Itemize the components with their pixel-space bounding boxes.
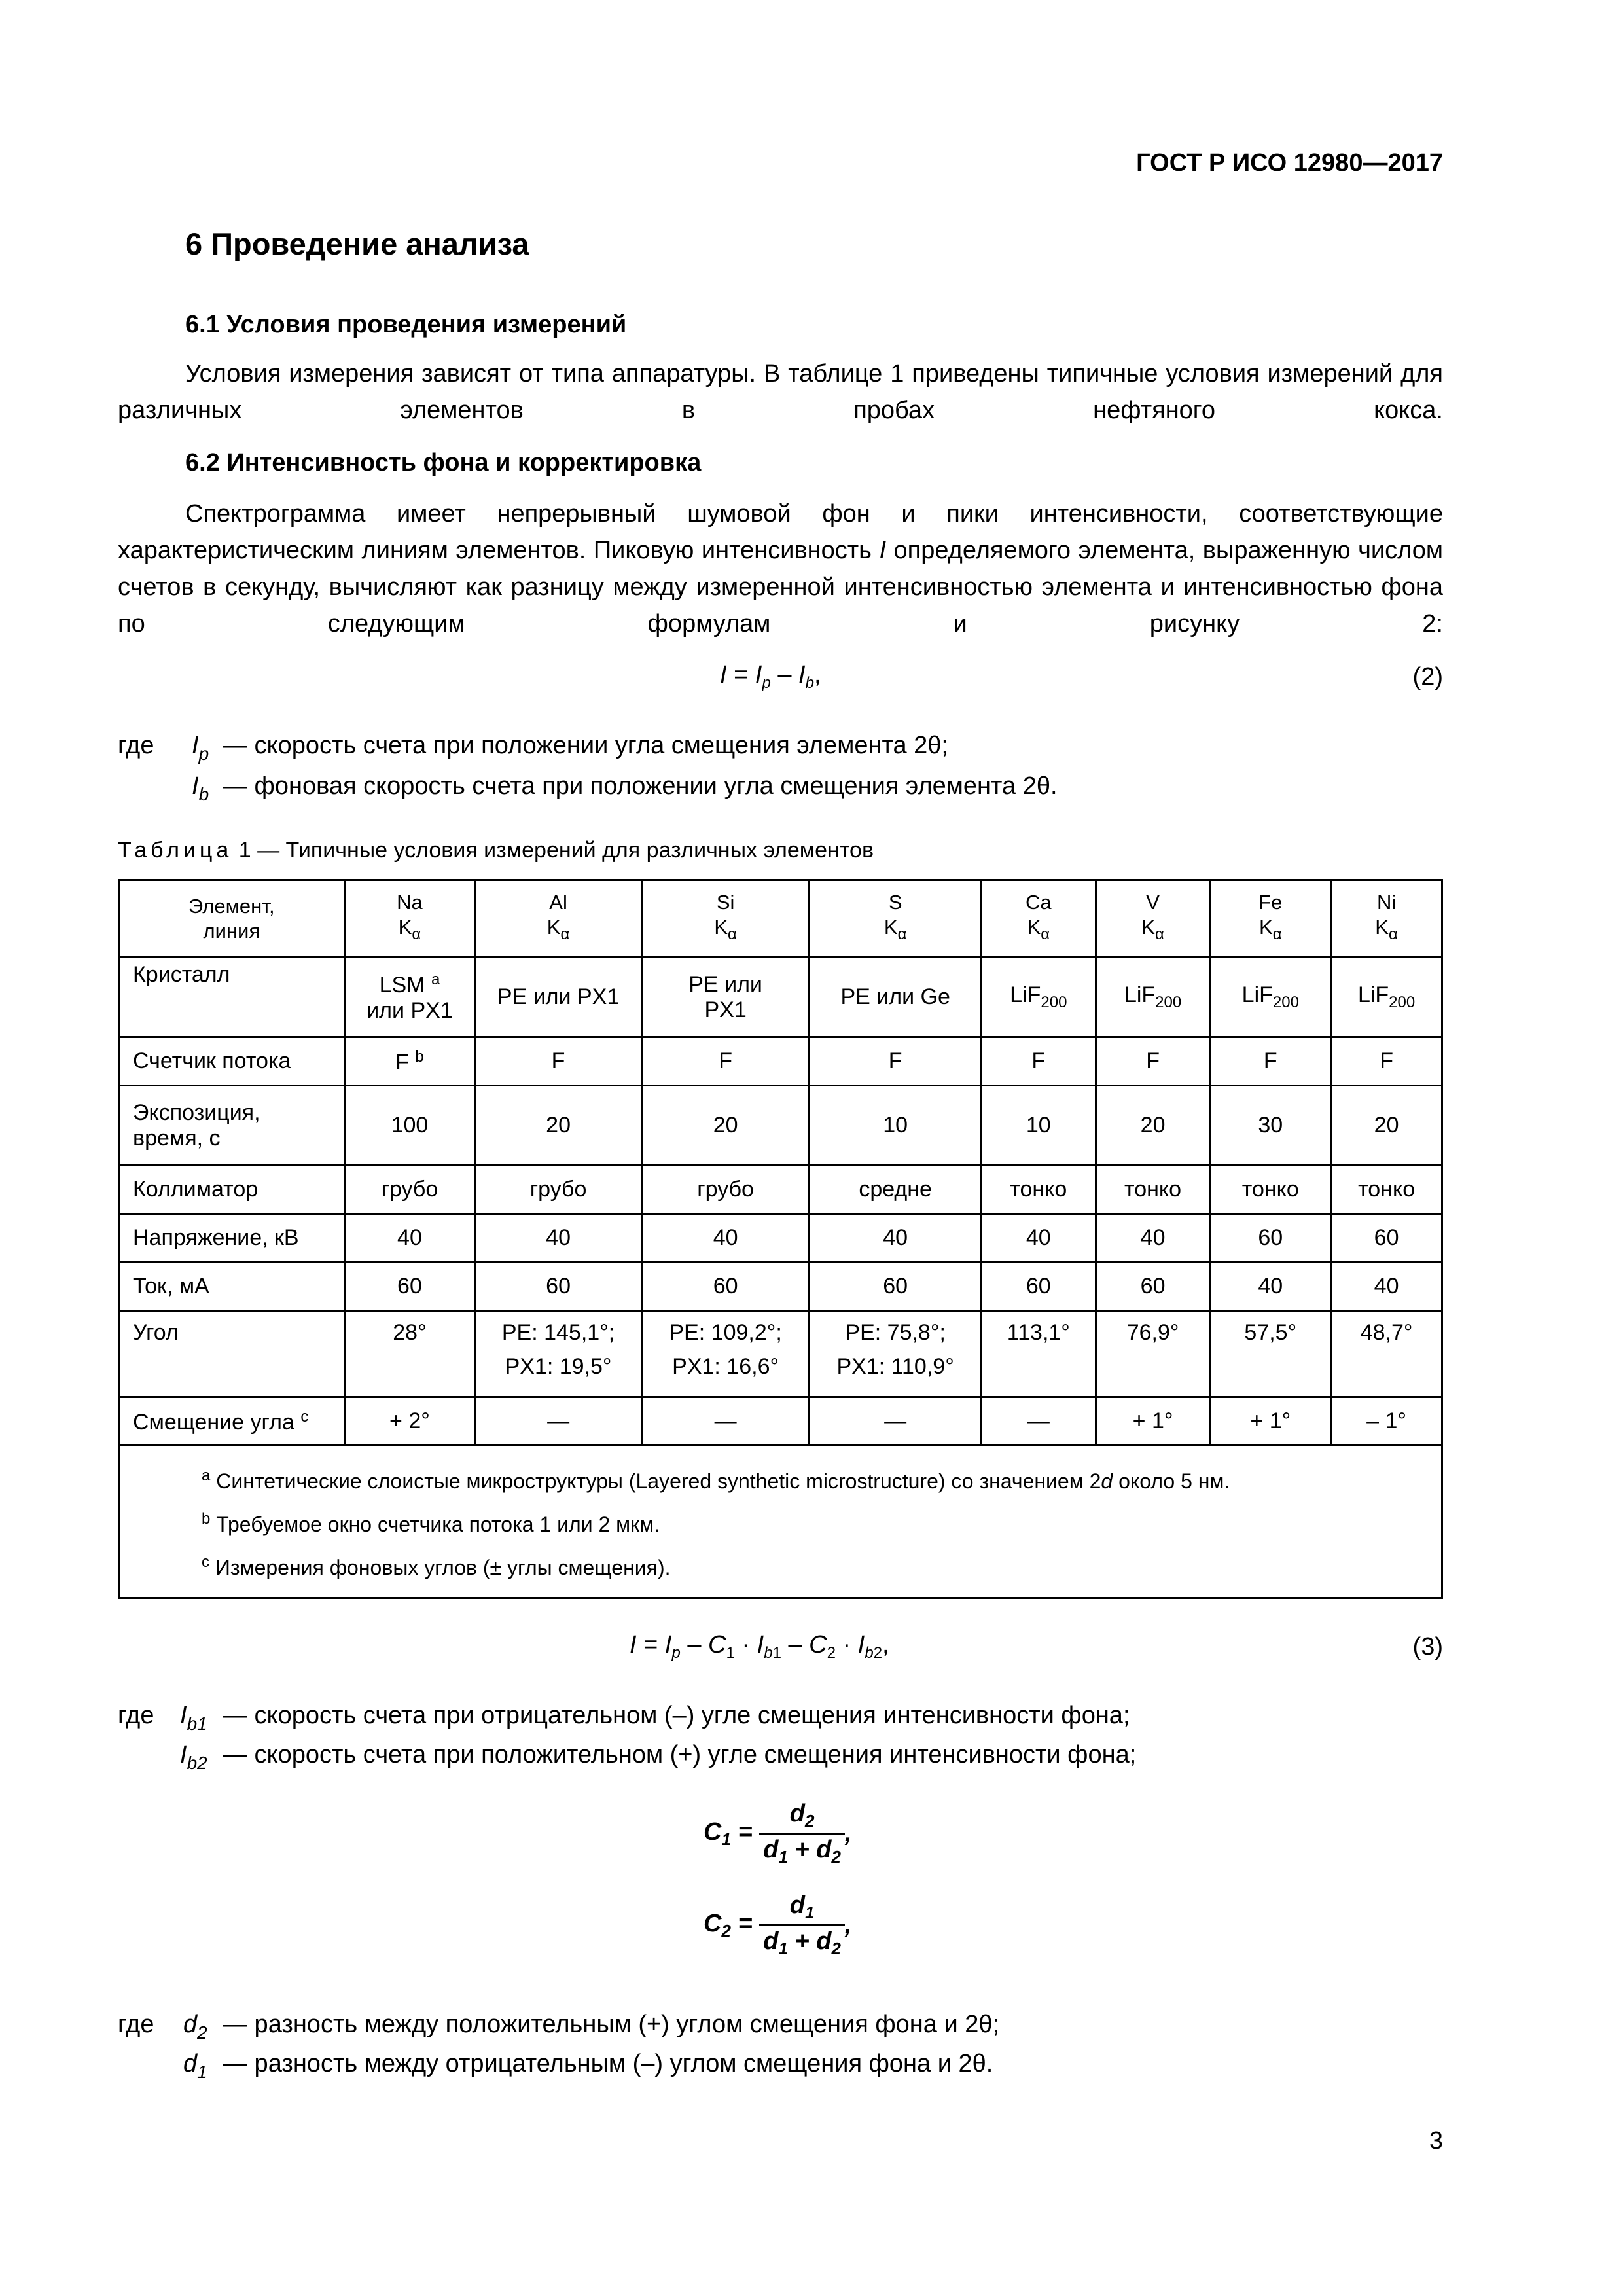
table-cell: 20 — [475, 1086, 642, 1166]
table-cell: грубо — [641, 1166, 810, 1214]
table-cell: 30 — [1210, 1086, 1331, 1166]
table-cell: 40 — [1331, 1263, 1442, 1311]
table-cell: — — [641, 1397, 810, 1446]
table-note-a: $^a$ Синтетические слоистые микроструктуры (Layered synthetic microstructure) со значением 2d около 5 нм. — [202, 1467, 1230, 1493]
intensity-symbol: I — [879, 537, 887, 564]
table-cell: PE или PX1 — [641, 958, 810, 1037]
table-row-collimator — [119, 1166, 1442, 1214]
table-cell: 20 — [1096, 1086, 1210, 1166]
table-cell: F — [810, 1037, 982, 1086]
paragraph-text: Спектрограмма имеет непрерывный шумовой фон и пики интенсивности, соответствующие характеристическим линиям элементов. Пиковую интенсивность — [118, 500, 1443, 564]
row-label: Счетчик потока — [119, 1037, 345, 1086]
where-symbol: $I_b$ — [192, 772, 209, 804]
subsection-title-6-1: 6.1 Условия проведения измерений — [185, 311, 627, 338]
header-cell-al: Al $K_\alpha$ — [475, 880, 642, 958]
paragraph-text: определяемого элемента, выраженную числом счетов в секунду, вычисляют как разницу между измеренной интенсивностью элемента и интенсивностью фона по следующим формулам и рисунку 2: — [118, 537, 1443, 637]
table-cell: PE: 145,1°; PX1: 19,5° — [475, 1311, 642, 1397]
table-cell: 60 — [1096, 1263, 1210, 1311]
table-cell: 60 — [344, 1263, 475, 1311]
table-cell: F — [1331, 1037, 1442, 1086]
where-label: где — [118, 732, 154, 759]
table-cell: тонко — [1210, 1166, 1331, 1214]
table-cell: 20 — [641, 1086, 810, 1166]
table-cell: 113,1° — [981, 1311, 1096, 1397]
formula-c1: $C_1$ = $\frac{d_2}{d_1 + d_2}$ , — [704, 1800, 852, 1867]
table-cell: 40 — [344, 1214, 475, 1263]
table-cell: 40 — [1210, 1263, 1331, 1311]
where-label: где — [118, 2011, 154, 2038]
table-cell: 60 — [1331, 1214, 1442, 1263]
table-cell: 40 — [641, 1214, 810, 1263]
table-cell: 60 — [810, 1263, 982, 1311]
table-cell: LiF$_{200}$ — [981, 958, 1096, 1037]
table-cell: 100 — [344, 1086, 475, 1166]
table-cell: 40 — [475, 1214, 642, 1263]
table-cell: LiF$_{200}$ — [1096, 958, 1210, 1037]
row-label: Ток, мА — [119, 1263, 345, 1311]
where-symbol: $I_{b2}$ — [180, 1741, 207, 1773]
table-cell: + 2° — [344, 1397, 475, 1446]
table-row-voltage — [119, 1214, 1442, 1263]
table-cell: средне — [810, 1166, 982, 1214]
table-cell: PE или Ge — [810, 958, 982, 1037]
table-cell: — — [810, 1397, 982, 1446]
header-cell-fe: Fe $K_\alpha$ — [1210, 880, 1331, 958]
table-cell: PE: 109,2°; PX1: 16,6° — [641, 1311, 810, 1397]
where-definition: — разность между отрицательным (–) углом смещения фона и 2θ. — [223, 2050, 993, 2077]
table-row-angle — [119, 1311, 1442, 1397]
row-label: Напряжение, кВ — [119, 1214, 345, 1263]
where-definition: — скорость счета при положительном (+) угле смещения интенсивности фона; — [223, 1741, 1137, 1768]
section-title: 6 Проведение анализа — [185, 226, 529, 261]
conditions-table — [118, 879, 1443, 1599]
table-cell: 48,7° — [1331, 1311, 1442, 1397]
table-cell: — — [475, 1397, 642, 1446]
table-note-c: $^c$ Измерения фоновых углов (± углы смещения). — [202, 1553, 671, 1579]
table-cell: тонко — [1331, 1166, 1442, 1214]
table-cell: LSM $^a$ или PX1 — [344, 958, 475, 1037]
row-label: Угол — [119, 1311, 345, 1397]
table-cell: PE или PX1 — [475, 958, 642, 1037]
table-cell: F — [1096, 1037, 1210, 1086]
table-cell: F — [981, 1037, 1096, 1086]
table-cell: 57,5° — [1210, 1311, 1331, 1397]
table-cell: F — [475, 1037, 642, 1086]
header-cell-na: Na $K_\alpha$ — [344, 880, 475, 958]
paragraph-6-2 — [118, 495, 1443, 679]
table-cell: 20 — [1331, 1086, 1442, 1166]
table-cell: LiF$_{200}$ — [1210, 958, 1331, 1037]
where-definition: — скорость счета при отрицательном (–) угле смещения интенсивности фона; — [223, 1702, 1130, 1729]
table-cell: тонко — [981, 1166, 1096, 1214]
table-row-crystal — [119, 958, 1442, 1037]
table-cell: 10 — [810, 1086, 982, 1166]
table-cell: тонко — [1096, 1166, 1210, 1214]
header-cell: Элемент, линия — [119, 880, 345, 958]
where-symbol: $d_2$ — [183, 2011, 207, 2043]
header-cell-v: V $K_\alpha$ — [1096, 880, 1210, 958]
where-symbol: $d_1$ — [183, 2050, 207, 2082]
table-header-row — [119, 880, 1442, 958]
table-cell: 40 — [810, 1214, 982, 1263]
formula-2: $I = I_p - I_b$, — [720, 661, 821, 692]
table-cell: LiF$_{200}$ — [1331, 958, 1442, 1037]
table-cell: — — [981, 1397, 1096, 1446]
table-cell: грубо — [344, 1166, 475, 1214]
subsection-title-6-2: 6.2 Интенсивность фона и корректировка — [185, 449, 702, 476]
table-cell: 60 — [1210, 1214, 1331, 1263]
table-cell: 28° — [344, 1311, 475, 1397]
formula-3-number: (3) — [1412, 1633, 1443, 1660]
row-label: Экспозиция, время, с — [119, 1086, 345, 1166]
table-cell: 40 — [1096, 1214, 1210, 1263]
header-cell-ni: Ni $K_\alpha$ — [1331, 880, 1442, 958]
table-notes — [119, 1446, 1442, 1598]
standard-id: ГОСТ Р ИСО 12980—2017 — [1136, 149, 1443, 177]
table-cell: 10 — [981, 1086, 1096, 1166]
table-cell: 60 — [981, 1263, 1096, 1311]
page-number: 3 — [1429, 2127, 1443, 2155]
row-label: Смещение угла $^c$ — [119, 1397, 345, 1446]
table-cell: 60 — [475, 1263, 642, 1311]
table-row-current — [119, 1263, 1442, 1311]
where-definition: — скорость счета при положении угла смещения элемента 2θ; — [223, 732, 948, 759]
where-symbol: $I_{b1}$ — [180, 1702, 207, 1734]
table-cell: 40 — [981, 1214, 1096, 1263]
table-cell: грубо — [475, 1166, 642, 1214]
table-cell: 60 — [641, 1263, 810, 1311]
formula-c2: $C_2$ = $\frac{d_1}{d_1 + d_2}$ , — [704, 1892, 852, 1958]
row-label: Кристалл — [119, 958, 345, 1037]
table-cell: 76,9° — [1096, 1311, 1210, 1397]
where-label: где — [118, 1702, 154, 1729]
table-cell: F — [1210, 1037, 1331, 1086]
header-cell-si: Si $K_\alpha$ — [641, 880, 810, 958]
row-label: Коллиматор — [119, 1166, 345, 1214]
table-row-exposure — [119, 1086, 1442, 1166]
table-caption: Таблица 1 — Типичные условия измерений для различных элементов — [118, 838, 874, 863]
table-row-offset — [119, 1397, 1442, 1446]
where-definition: — фоновая скорость счета при положении угла смещения элемента 2θ. — [223, 772, 1058, 800]
header-cell-s: S $K_\alpha$ — [810, 880, 982, 958]
formula-3: $I = I_p - C_1 \cdot I_{b1} - C_2 \cdot I_{b2}$, — [630, 1631, 889, 1662]
table-notes-row — [119, 1446, 1442, 1598]
table-cell: PE: 75,8°; PX1: 110,9° — [810, 1311, 982, 1397]
where-symbol: $I_p$ — [192, 732, 209, 764]
table-cell: + 1° — [1096, 1397, 1210, 1446]
table-cell: – 1° — [1331, 1397, 1442, 1446]
table-cell: + 1° — [1210, 1397, 1331, 1446]
table-row-counter — [119, 1037, 1442, 1086]
formula-2-number: (2) — [1412, 663, 1443, 691]
paragraph-6-1: Условия измерения зависят от типа аппаратуры. В таблице 1 приведены типичные условия измерений для различных элементов в пробах нефтяного кокса. — [118, 360, 1443, 424]
table-note-b: $^b$ Требуемое окно счетчика потока 1 или 2 мкм. — [202, 1510, 660, 1536]
table-cell: F $^b$ — [344, 1037, 475, 1086]
where-definition: — разность между положительным (+) углом смещения фона и 2θ; — [223, 2011, 1000, 2038]
header-cell-ca: Ca $K_\alpha$ — [981, 880, 1096, 958]
table-cell: F — [641, 1037, 810, 1086]
